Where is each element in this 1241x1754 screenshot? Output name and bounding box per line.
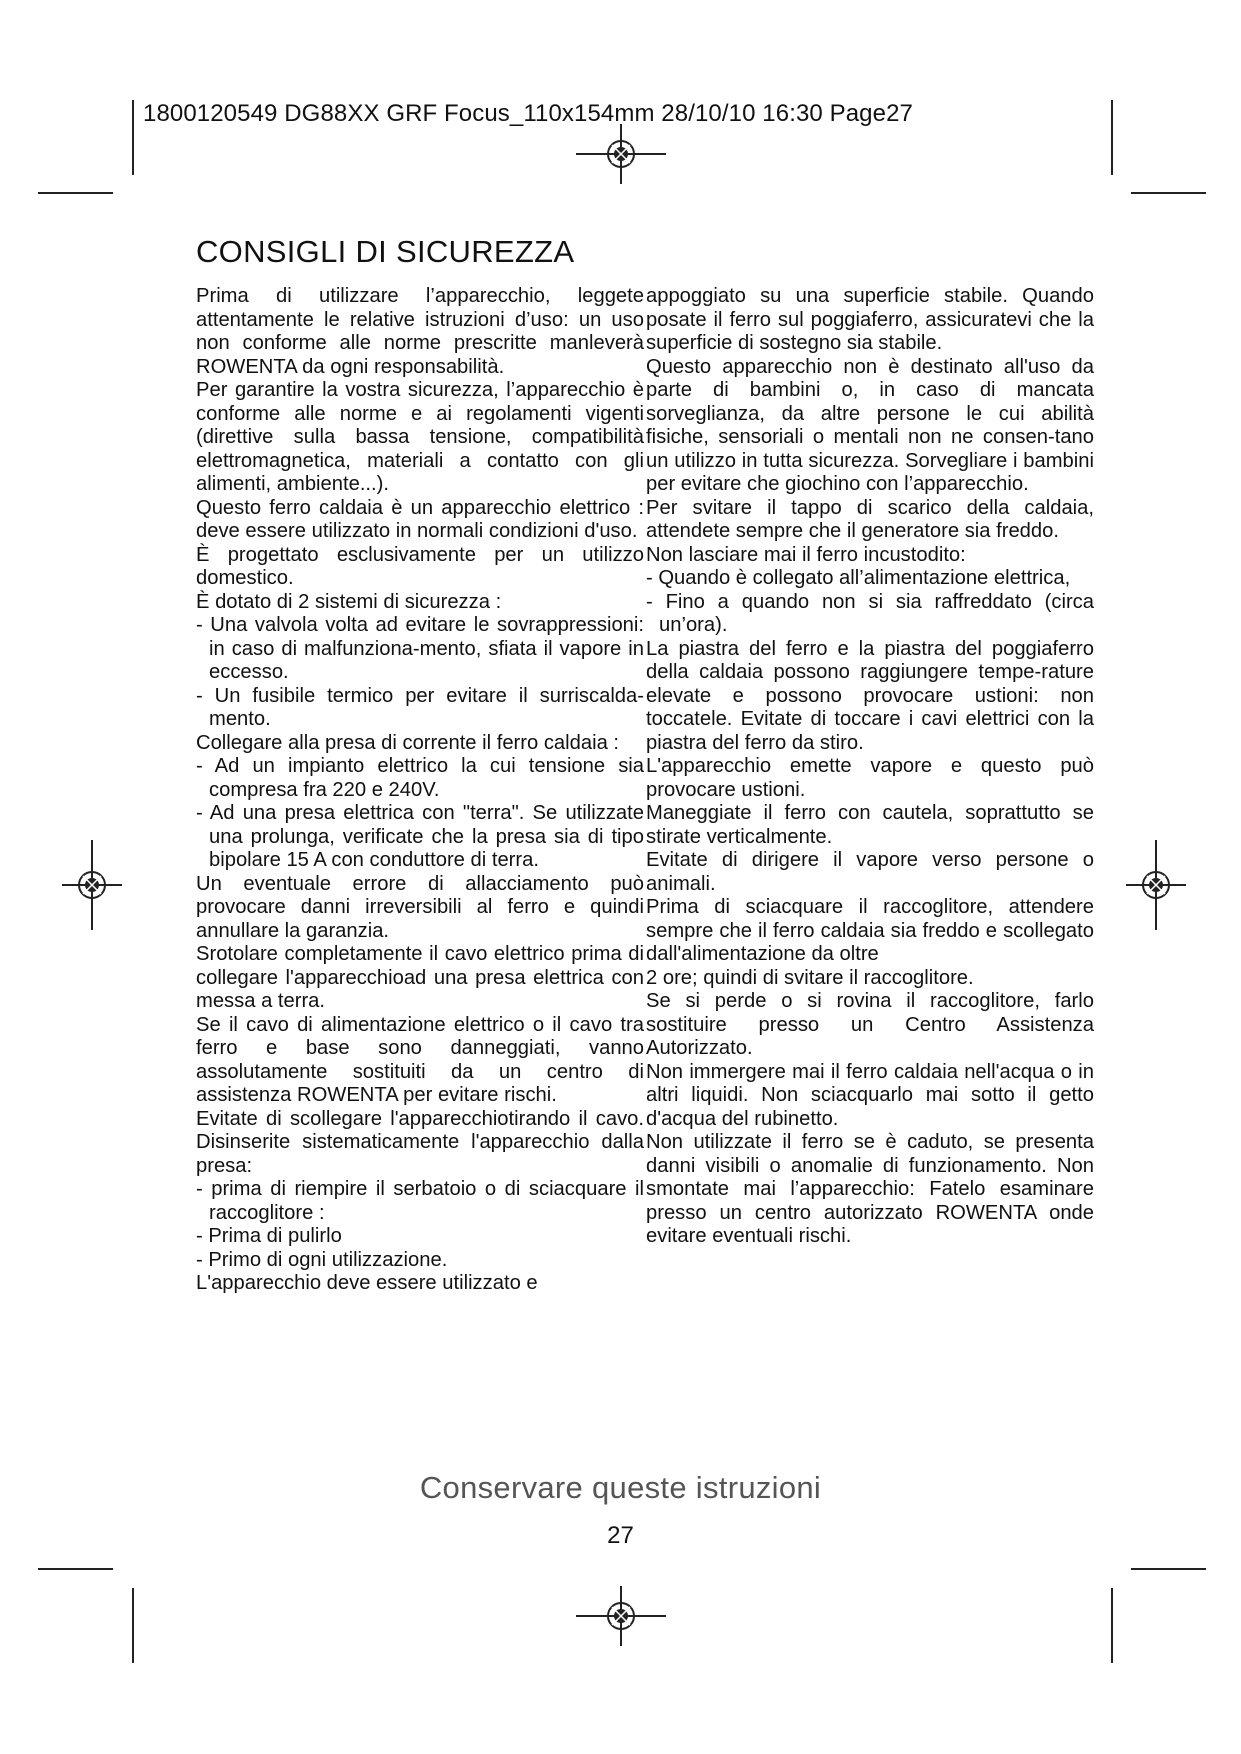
crop-mark-top-left-horizontal bbox=[38, 192, 113, 194]
paragraph: Un eventuale errore di allacciamento può provocare danni irreversibili al ferro e quindi annullare la garanzia. bbox=[196, 872, 644, 942]
registration-mark-icon bbox=[576, 124, 666, 184]
paragraph: Srotolare completamente il cavo elettrico prima di collegare l'apparecchioad una presa elettrica con messa a terra. bbox=[196, 943, 644, 1012]
bullet-item: - prima di riempire il serbatoio o di sciacquare il raccoglitore : bbox=[196, 1178, 644, 1224]
page-number: 27 bbox=[607, 1522, 634, 1549]
bullet-item: - Ad una presa elettrica con "terra". Se utilizzate una prolunga, verificate che la presa sia di tipo bipolare 15 A con conduttore di terra. bbox=[196, 802, 644, 871]
paragraph: È progettato esclusivamente per un utilizzo domestico. bbox=[196, 543, 644, 589]
paragraph: La piastra del ferro e la piastra del poggiaferro della caldaia possono raggiungere tempe-rature elevate e possono provocare ustioni: non toccatele. Evitate di toccare i cavi elettrici con la piastra del ferro da stiro. bbox=[646, 637, 1094, 754]
paragraph: Collegare alla presa di corrente il ferro caldaia : bbox=[196, 731, 620, 754]
registration-mark-icon bbox=[62, 840, 122, 930]
left-column bbox=[196, 285, 644, 1296]
paragraph: Prima di sciacquare il raccoglitore, attendere sempre che il ferro caldaia sia freddo e scollegato dall'alimentazione da oltre bbox=[646, 896, 1094, 965]
bullet-item: - Una valvola volta ad evitare le sovrappressioni: in caso di malfunziona-mento, sfiata il vapore in eccesso. bbox=[196, 614, 644, 683]
bullet-item: - Fino a quando non si sia raffreddato (circa un’ora). bbox=[646, 590, 1094, 636]
bullet-item: - Prima di pulirlo bbox=[196, 1225, 342, 1247]
paragraph: Se il cavo di alimentazione elettrico o il cavo tra ferro e base sono danneggiati, vanno assolutamente sostituiti da un centro di assistenza ROWENTA per evitare rischi. bbox=[196, 1013, 644, 1106]
bullet-item: - Ad un impianto elettrico la cui tensione sia compresa fra 220 e 240V. bbox=[196, 755, 644, 801]
footer-title: Conservare queste istruzioni bbox=[419, 1470, 822, 1505]
bullet-item: - Quando è collegato all’alimentazione elettrica, bbox=[646, 567, 1071, 589]
right-column bbox=[646, 285, 1094, 1249]
crop-mark-bottom-left-vertical bbox=[132, 1588, 134, 1663]
paragraph: Non utilizzate il ferro se è caduto, se presenta danni visibili o anomalie di funzionamento. Non smontate mai l’apparecchio: Fatelo esaminare presso un centro autorizzato ROWENTA onde evitare eventuali rischi. bbox=[646, 1131, 1094, 1247]
paragraph: Prima di utilizzare l’apparecchio, leggete attentamente le relative istruzioni d’uso: un uso non conforme alle norme prescritte manleverà ROWENTA da ogni responsabilità. bbox=[196, 285, 644, 378]
paragraph: Evitate di dirigere il vapore verso persone o animali. bbox=[646, 849, 1094, 895]
crop-mark-bottom-right-vertical bbox=[1111, 1588, 1113, 1663]
crop-mark-bottom-left-horizontal bbox=[38, 1568, 113, 1570]
paragraph: Per svitare il tappo di scarico della caldaia, attendete sempre che il generatore sia freddo. bbox=[646, 496, 1094, 542]
page-title: CONSIGLI DI SICUREZZA bbox=[196, 234, 575, 269]
print-slug: 1800120549 DG88XX GRF Focus_110x154mm 28/10/10 16:30 Page27 bbox=[143, 100, 913, 127]
crop-mark-top-right-horizontal bbox=[1131, 192, 1206, 194]
crop-mark-top-left-vertical bbox=[132, 100, 134, 175]
bullet-item: - Primo di ogni utilizzazione. bbox=[196, 1248, 448, 1271]
paragraph: È dotato di 2 sistemi di sicurezza : bbox=[196, 590, 502, 613]
registration-mark-icon bbox=[576, 1586, 666, 1646]
registration-mark-icon bbox=[1126, 840, 1186, 930]
paragraph: L'apparecchio deve essere utilizzato e bbox=[196, 1272, 538, 1294]
paragraph: L'apparecchio emette vapore e questo può provocare ustioni. bbox=[646, 755, 1094, 801]
crop-mark-bottom-right-horizontal bbox=[1131, 1568, 1206, 1570]
paragraph: Maneggiate il ferro con cautela, soprattutto se stirate verticalmente. bbox=[646, 802, 1094, 848]
paragraph: Non lasciare mai il ferro incustodito: bbox=[646, 543, 966, 566]
paragraph: Se si perde o si rovina il raccoglitore, farlo sostituire presso un Centro Assistenza Autorizzato. bbox=[646, 990, 1094, 1059]
paragraph: Questo apparecchio non è destinato all'uso da parte di bambini o, in caso di mancata sorveglianza, da altre persone le cui abilità fisiche, sensoriali o mentali non ne consen-tano un utilizzo in tutta sicurezza. Sorvegliare i bambini per evitare che giochino con l’apparecchio. bbox=[646, 355, 1094, 495]
paragraph: Evitate di scollegare l'apparecchiotirando il cavo. Disinserite sistematicamente l'apparecchio dalla presa: bbox=[196, 1107, 644, 1177]
paragraph: Non immergere mai il ferro caldaia nell'acqua o in altri liquidi. Non sciacquarlo mai sotto il getto d'acqua del rubinetto. bbox=[646, 1060, 1094, 1130]
bullet-item: - Un fusibile termico per evitare il surriscalda-mento. bbox=[196, 684, 644, 730]
crop-mark-top-right-vertical bbox=[1111, 100, 1113, 175]
paragraph: Per garantire la vostra sicurezza, l’apparecchio è conforme alle norme e ai regolamenti vigenti (direttive sulla bassa tensione, compatibilità elettromagnetica, materiali a contatto con gli alimenti, ambiente...). bbox=[196, 379, 644, 495]
paragraph: Questo ferro caldaia è un apparecchio elettrico : deve essere utilizzato in normali condizioni d'uso. bbox=[196, 496, 644, 542]
paragraph: appoggiato su una superficie stabile. Quando posate il ferro sul poggiaferro, assicuratevi che la superficie di sostegno sia stabile. bbox=[646, 285, 1094, 354]
paragraph: 2 ore; quindi di svitare il raccoglitore. bbox=[646, 966, 974, 989]
